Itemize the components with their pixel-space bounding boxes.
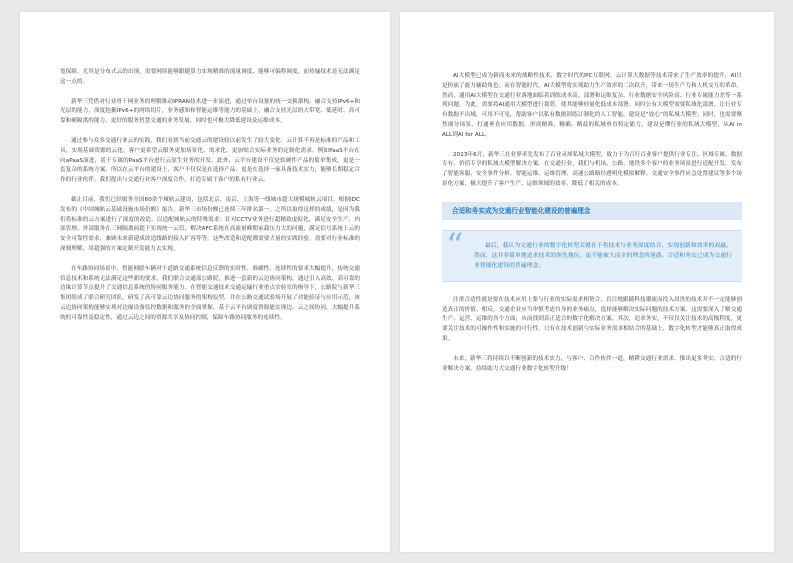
right-text-column xyxy=(442,72,742,384)
left-page xyxy=(20,12,390,552)
paragraph: 截止目前，我们已经服务全国60余个城轨云建设，包括北京、南京、上海等一线城市超大规模城轨云项目。根据IDC发布的《中国城轨云基础设施市场份额》报告，新华三市场份额已连续三年排名第一。之所以取得这样的成绩，是因为我们将标准的云方案进行了深度的改造，以适配城轨云的特殊需求：针对CCTV业务进行超精致虚拟化，满足安全生产、内部管理、外部服务在三网隔离前提下实现统一云管，解决AFC系统在高流量峰期承载压力大的问题，满足信号系统上云的安全可靠性需求，兼顾未来新建成改造线路的接入扩容等等。这些改造和适配都需要大量的实践经验，需要对行业标准的深刻理解，用超强的方案定制开发能力去实现。 xyxy=(60,196,360,252)
pull-quote-text: 最后，我认为交通行业的数字化转型关键在于将技术与业务深度结合，实现创新和效率的双赢。然而，这并非简单地追求技术的领先地位，更不能被大而全的理念所迷惑。合适和务实已成为交通行业智能化建设的普遍理念。 xyxy=(474,242,732,269)
paragraph: AI大模型已成为新商未来的战略性技术，数字时代的PC互联网、云计算大数据等技术带来了生产效率的提升，AI只是扮演了能力辅助角色。而在智能时代，AI大模型将实现助力生产效率的二次跃升，带来一场生产力和人机交互的革命。然而，通用AI大模型在交通行业落地面临着训练成本高、部署和运维复杂、行业数据安全风险高、行业专属能力差等一系列问题。为此，需要将AI通用大模型进行裁剪，使其能够轻量化低成本部署；同时公有大模型需要私域化部署，让行业专有数据不出域，可用不可见，帮助客户以私有数据训练订制化的人工智能，建设是“放心”的私域大模型；同时，也需要聚焦细分场景，打通垂直应用数据，形成精准、精确、精益的私域垂直特定能力，建设是懂行业的私域大模型，从AI in ALL到AI for ALL。 xyxy=(442,73,742,138)
right-page xyxy=(400,12,774,552)
paragraph: 在车路协同场景中，智能网联车辆对于道路交通系统信息反馈的实时性、准确性、连续性的要求大幅提升，传统交通信息技术和系统无法满足这些新的要求。我们联合交通部公路院，推进一套新的云边协同架构，通过引入高效、高可靠的边缘计算节点提升了交通信息系统的协同服务能力。在智能交通技术交通运输行业重点实验室的指导下，公路院与新华三集团组成了联合研究团队，研发了高可靠云边协同服务的架构原型，并在公路交通试验场开展了功能验证与应用示范，该云边协同架构能够实现对边缘设备监控数据和服务的全面掌握，基于云平台调度资源能实现边、云之间协同，大幅提升系统的可靠性及稳定性，通过云边之间的资源共享及协同控制，保障车路协同服务的连续性。 xyxy=(60,265,360,321)
paragraph: 未来，新华三将持续以不断创新的技术实力，与客户、合作伙伴一道，精耕交通行业需求，推出更多务实、合适的行业解决方案，持续助力大交通行业数字化转型升级！ xyxy=(442,355,742,372)
paragraph: 新华三凭借对行业骨干网业务的理解推动IPRAN技术进一步演进，通过单台设备的统一交换架构，融合支持IPv6+和光层的能力，深度挖掘IPv6+的网络切片，业务感知和智能运维等能力的基础上，融合支持光层的大带宽、低延时、高可靠和硬隔离的能力，更好的服务智慧交通的业务发展，同时也可极大降低建设及运维成本。 xyxy=(60,98,360,125)
pull-quote xyxy=(442,225,742,282)
paragraph: 2023年6月，新华三在业界率先发布了百业灵犀私域大模型，致力于为百行百业客户提供行业专注、区域专属、数据专有、价值专享的私域大模型解决方案。在交通行业，我们与机场、公路、地铁多个客户的业务场景进行适配开发，发布了智能客服、安全事件分析、智能运维、运维管理、高速公路路径透明化模拟解释、交通安全事件应急处置建议等多个场景化方案，极大提升了客户生产、运维领域的效率，降低了相关的成本。 xyxy=(442,151,742,187)
section-heading: 合适和务实成为交通行业智能化建设的普遍理念 xyxy=(442,202,742,220)
paragraph: 通过参与众多交通行业云的实践，我们看到当前交通云的建设较以前发生了较大变化：云计算不再是标准的产品和工具，实现基础资源的云化，客户更希望云服务更加场景化、需求化，更加贴合实际业务的定制化需求。例如PaaS平台在向aPaaS演进，基于专属的PaaS平台进行云原生业务的开发。此外，云平台建设不仅是软硬件产品的简单集成，更是一套复杂的系统方案，所以在云平台的建设上，客户不仅仅是在选择产品，更是在选择一家具备技术实力，能够长期稳定合作的行业伙伴。我们提出与交通行业客户深度合作，打造专属于客户的私有行业云。 xyxy=(60,137,360,184)
quote-mark-icon: “ xyxy=(446,225,464,266)
paragraph: 注重合适性就是要在技术应用上要与行业的实际需求相契合。盲目地跟随科技潮流而投入昂贵的技术并不一定能够创造真正的价值。相反，交通企业应当审慎考虑自身的业务痛点，选择能够解决实际问题的技术方案。这需要深入了解交通生产、运营、运维的各个方面，从而找到真正适合的数字化解决方案。其次，追求务实，不仅仅关注技术的高级程度，更要关注技术的可操作性和实施的可行性。只有在技术创新与实际业务需求相结合的基础上，数字化转型才能够真正取得成果。 xyxy=(442,296,742,342)
paragraph: 宽保障。尤其是分布式云的出现，需要网络能够跟随算力实现精准的流量调度，能够可编程调度，而传输技术是无法满足这一点的。 xyxy=(60,69,360,85)
left-text-column xyxy=(60,68,360,334)
